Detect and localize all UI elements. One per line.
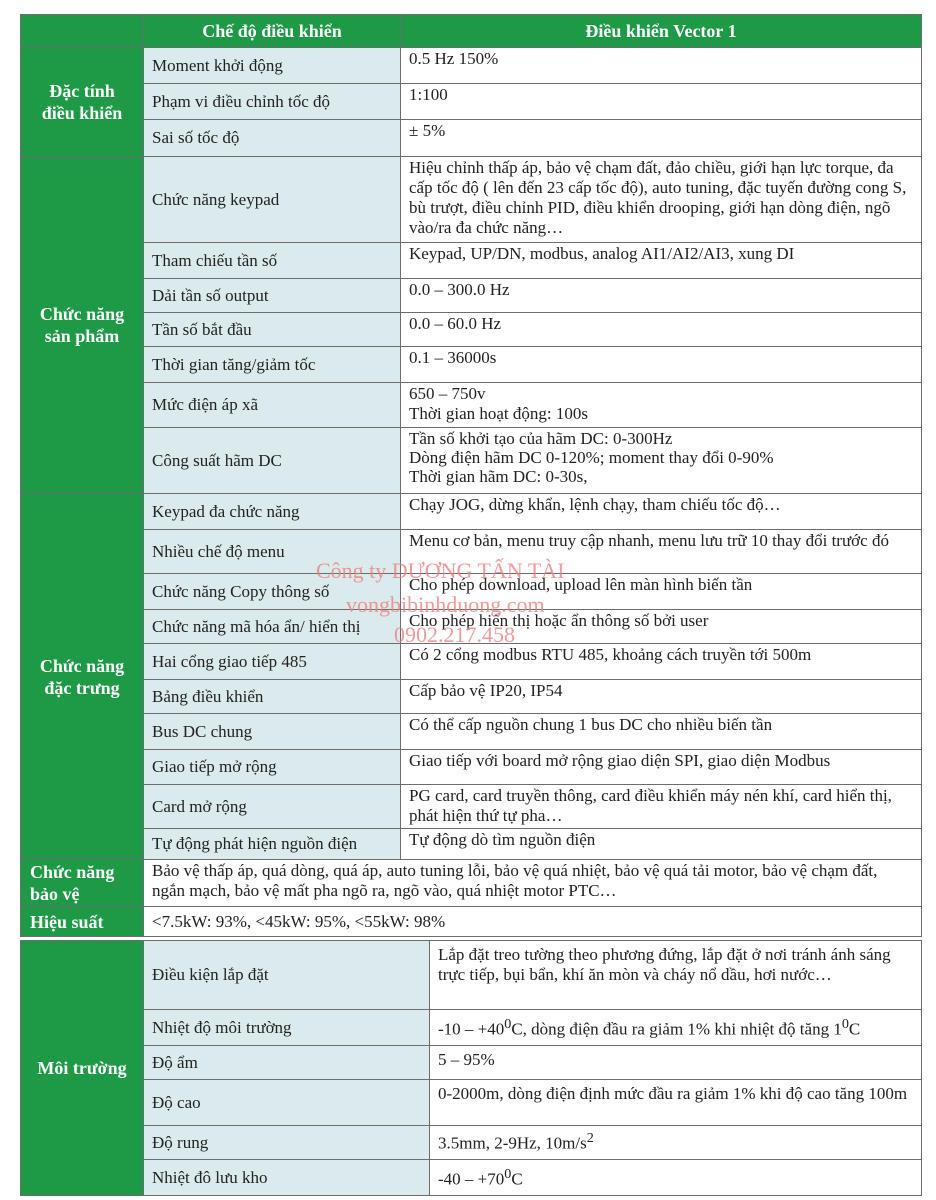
row-label: Công suất hãm DC	[143, 427, 401, 494]
watermark-phone: 0902.217.458	[394, 622, 515, 647]
row-label: Chức năng mã hóa ẩn/ hiển thị	[143, 609, 401, 644]
row-value: 5 – 95%	[429, 1045, 922, 1080]
value-part: -10 – +40	[438, 1019, 505, 1039]
row-value: Lắp đặt treo tường theo phương đứng, lắp đặt ở nơi tránh ánh sáng trực tiếp, bụi bẩn, khí ăn mòn và cháy nổ dầu, hơi nước…	[429, 940, 922, 1010]
value-part: C, dòng điện đầu ra giảm 1% khi nhiệt độ tăng 1	[511, 1019, 842, 1039]
row-label: Nhiệt đô lưu kho	[143, 1159, 430, 1196]
row-value: Có 2 cổng modbus RTU 485, khoảng cách truyền tới 500m	[400, 643, 922, 680]
row-label: Tham chiếu tần số	[143, 242, 401, 279]
row-label: Nhiều chế độ menu	[143, 529, 401, 574]
row-value: Giao tiếp với board mở rộng giao diện SPI, giao diện Modbus	[400, 749, 922, 785]
value-part: -40 – +70	[438, 1169, 505, 1189]
group-chuc-nang-dac-trung: Chức năng đặc trưng	[20, 493, 144, 860]
row-label: Keypad đa chức năng	[143, 493, 401, 530]
group-chuc-nang-san-pham: Chức năng sản phẩm	[20, 156, 144, 494]
row-value	[429, 1159, 922, 1196]
superscript: 0	[841, 1016, 849, 1032]
row-value: <7.5kW: 93%, <45kW: 95%, <55kW: 98%	[143, 906, 922, 937]
row-value: Keypad, UP/DN, modbus, analog AI1/AI2/AI3, xung DI	[400, 242, 922, 279]
row-value: 1:100	[400, 83, 922, 120]
value-part: C	[848, 1019, 861, 1039]
row-label: Độ rung	[143, 1125, 430, 1160]
row-value: Chạy JOG, dừng khẩn, lệnh chạy, tham chiếu tốc độ…	[400, 493, 922, 530]
superscript: 0	[504, 1016, 512, 1032]
row-value: Tự động dò tìm nguồn điện	[400, 828, 922, 860]
row-label: Độ ẩm	[143, 1045, 430, 1080]
group-bao-ve: Chức năng bảo vệ	[20, 859, 144, 907]
row-value: Cho phép download, upload lên màn hình biến tần	[400, 573, 922, 610]
row-label: Card mở rộng	[143, 784, 401, 829]
row-value: 0-2000m, dòng điện định mức đầu ra giảm 1% khi độ cao tăng 100m	[429, 1079, 922, 1126]
row-label: Moment khởi động	[143, 47, 401, 84]
row-label: Thời gian tăng/giảm tốc	[143, 346, 401, 383]
row-label: Chức năng keypad	[143, 156, 401, 243]
row-value: Cho phép hiển thị hoặc ẩn thông số bởi user	[400, 609, 922, 644]
row-value: Tần số khởi tạo của hãm DC: 0-300Hz Dòng điện hãm DC 0-120%; moment thay đổi 0-90% Thời gian hãm DC: 0-30s,	[400, 427, 922, 494]
watermark-website: vongbibinhduong.com	[346, 592, 545, 617]
group-hieu-suat: Hiệu suất	[20, 906, 144, 937]
row-value: 0.0 – 300.0 Hz	[400, 278, 922, 313]
row-label: Chức năng Copy thông số	[143, 573, 401, 610]
value-part: 3.5mm, 2-9Hz, 10m/s	[438, 1133, 587, 1153]
row-label: Dải tần số output	[143, 278, 401, 313]
row-label: Sai số tốc độ	[143, 119, 401, 157]
header-corner	[20, 14, 144, 48]
row-label: Bus DC chung	[143, 713, 401, 750]
row-value: Có thể cấp nguồn chung 1 bus DC cho nhiều biến tần	[400, 713, 922, 750]
row-label: Giao tiếp mở rộng	[143, 749, 401, 785]
row-label: Điều kiện lắp đặt	[143, 940, 430, 1010]
row-value: Hiệu chỉnh thấp áp, bảo vệ chạm đất, đảo chiều, giới hạn lực torque, đa cấp tốc độ ( lên đến 23 cấp tốc độ), auto tuning, đặc tuyến đường cong S, bù trượt, điều chỉnh PID, điều khiển drooping, giới hạn dòng điện, ngõ vào/ra đa chức năng…	[400, 156, 922, 243]
row-label: Tự động phát hiện nguồn điện	[143, 828, 401, 860]
group-dac-tinh: Đặc tính điều khiển	[20, 47, 144, 157]
row-label: Nhiệt độ môi trường	[143, 1009, 430, 1046]
group-moi-truong: Môi trường	[20, 940, 144, 1196]
row-value: PG card, card truyền thông, card điều khiển máy nén khí, card hiển thị, phát hiện thứ tự pha…	[400, 784, 922, 829]
row-label: Hai cổng giao tiếp 485	[143, 643, 401, 680]
row-value: 0.1 – 36000s	[400, 346, 922, 383]
superscript: 0	[504, 1166, 512, 1182]
row-value: 650 – 750v Thời gian hoạt động: 100s	[400, 382, 922, 428]
row-value: ± 5%	[400, 119, 922, 157]
row-value: 0.5 Hz 150%	[400, 47, 922, 84]
value-part: C	[511, 1169, 523, 1189]
row-label: Tần số bắt đầu	[143, 312, 401, 347]
watermark-company: Công ty DƯƠNG TẤN TÀI	[316, 558, 565, 583]
row-value: Bảo vệ thấp áp, quá dòng, quá áp, auto tuning lỗi, bảo vệ quá nhiệt, bảo vệ quá tải motor, bảo vệ chạm đất, ngắn mạch, bảo vệ mất pha ngõ ra, ngõ vào, quá nhiệt motor PTC…	[143, 859, 922, 907]
row-label: Bảng điều khiển	[143, 679, 401, 714]
row-value: Cấp bảo vệ IP20, IP54	[400, 679, 922, 714]
row-label: Độ cao	[143, 1079, 430, 1126]
row-value: Menu cơ bản, menu truy cập nhanh, menu lưu trữ 10 thay đổi trước đó	[400, 529, 922, 574]
superscript: 2	[586, 1130, 594, 1146]
header-mode-label: Chế độ điều khiển	[143, 14, 401, 48]
header-mode-value: Điều khiển Vector 1	[400, 14, 922, 48]
row-value: 0.0 – 60.0 Hz	[400, 312, 922, 347]
row-label: Mức điện áp xã	[143, 382, 401, 428]
row-value	[429, 1125, 922, 1160]
row-value	[429, 1009, 922, 1046]
row-label: Phạm vi điều chỉnh tốc độ	[143, 83, 401, 120]
